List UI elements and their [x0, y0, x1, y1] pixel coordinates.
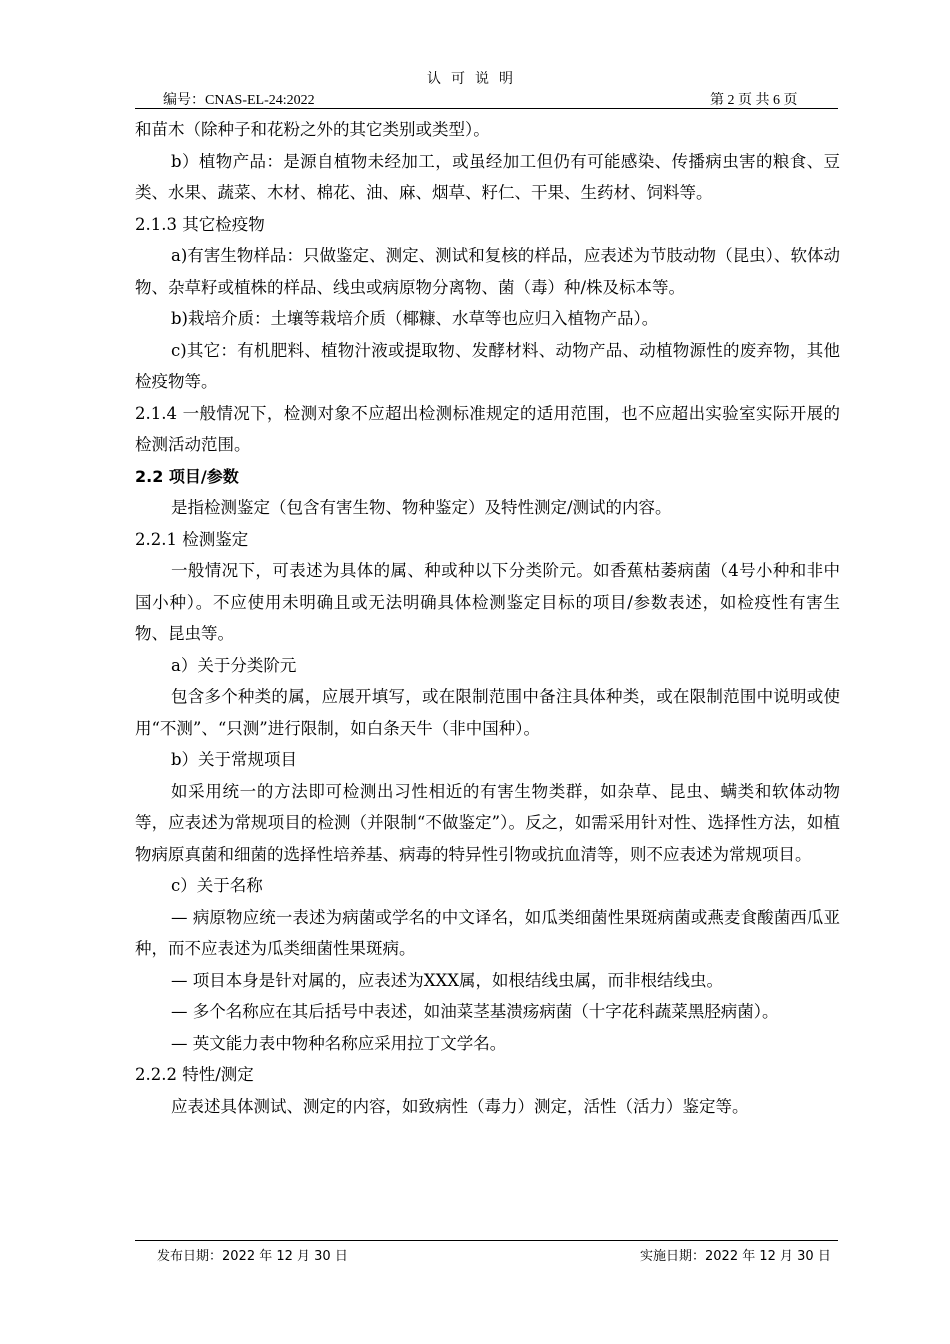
section-2-1-4: 2.1.4 一般情况下，检测对象不应超出检测标准规定的适用范围，也不应超出实验室实际开展的检测活动范围。 — [135, 403, 840, 454]
footer-issue-date: 发布日期：2022 年 12 月 30 日 — [157, 1249, 348, 1264]
header-page-info: 第 2 页 共 6 页 — [710, 93, 798, 108]
dash-item: — 英文能力表中物种名称应采用拉丁文学名。 — [171, 1033, 507, 1053]
paragraph: b）植物产品：是源自植物未经加工，或虽经加工但仍有可能感染、传播病虫害的粮食、豆类、水果、蔬菜、木材、棉花、油、麻、烟草、籽仁、干果、生药材、饲料等。 — [135, 151, 840, 202]
header-title: 认可说明 — [427, 71, 523, 87]
subsection-label: b）关于常规项目 — [171, 750, 298, 769]
paragraph: 是指检测鉴定（包含有害生物、物种鉴定）及特性测定/测试的内容。 — [171, 498, 672, 517]
section-title-2-2-2: 2.2.2 特性/测定 — [135, 1065, 254, 1084]
dash-item: — 多个名称应在其后括号中表述，如油菜茎基溃疡病菌（十字花科蔬菜黑胫病菌）。 — [171, 1002, 779, 1021]
footer-rule — [135, 1240, 838, 1241]
section-title-2-1-3: 2.1.3 其它检疫物 — [135, 214, 265, 234]
subsection-label: c）关于名称 — [171, 876, 263, 895]
dash-item: — 项目本身是针对属的，应表述为XXX属，如根结线虫属，而非根结线虫。 — [171, 970, 723, 990]
subsection-label: a）关于分类阶元 — [171, 655, 297, 675]
dash-item: — 病原物应统一表述为病菌或学名的中文译名，如瓜类细菌性果斑病菌或燕麦食酸菌西瓜亚种，而不应表述为瓜类细菌性果斑病。 — [135, 907, 840, 958]
paragraph: a)有害生物样品：只做鉴定、测定、测试和复核的样品，应表述为节肢动物（昆虫）、软体动物、杂草籽或植株的样品、线虫或病原物分离物、菌（毒）种/株及标本等。 — [135, 246, 840, 297]
paragraph: 和苗木（除种子和花粉之外的其它类别或类型）。 — [135, 120, 490, 139]
paragraph: 包含多个种类的属，应展开填写，或在限制范围中备注具体种类，或在限制范围中说明或使用“不测”、“只测”进行限制，如白条天牛（非中国种）。 — [135, 687, 840, 738]
paragraph: c)其它：有机肥料、植物汁液或提取物、发酵材料、动物产品、动植物源性的废弃物，其他检疫物等。 — [135, 340, 840, 391]
paragraph: b)栽培介质：土壤等栽培介质（椰糠、水草等也应归入植物产品）。 — [171, 309, 659, 328]
section-heading-2-2: 2.2 项目/参数 — [135, 466, 239, 486]
paragraph: 如采用统一的方法即可检测出习性相近的有害生物类群，如杂草、昆虫、螨类和软体动物等，应表述为常规项目的检测（并限制“不做鉴定”）。反之，如需采用针对性、选择性方法，如植物病原真菌和细菌的选择性培养基、病毒的特异性引物或抗血清等，则不应表述为常规项目。 — [135, 781, 840, 864]
paragraph: 应表述具体测试、测定的内容，如致病性（毒力）测定，活性（活力）鉴定等。 — [171, 1096, 749, 1116]
footer-effective-date: 实施日期：2022 年 12 月 30 日 — [640, 1249, 831, 1264]
section-title-2-2-1: 2.2.1 检测鉴定 — [135, 529, 249, 549]
header-rule — [135, 108, 838, 109]
header-doc-number: 编号：CNAS-EL-24:2022 — [163, 93, 315, 108]
document-body — [135, 114, 840, 1122]
paragraph: 一般情况下，可表述为具体的属、种或种以下分类阶元。如香蕉枯萎病菌（4号小种和非中国小种）。不应使用未明确且或无法明确具体检测鉴定目标的项目/参数表述，如检疫性有害生物、昆虫等。 — [135, 561, 840, 643]
